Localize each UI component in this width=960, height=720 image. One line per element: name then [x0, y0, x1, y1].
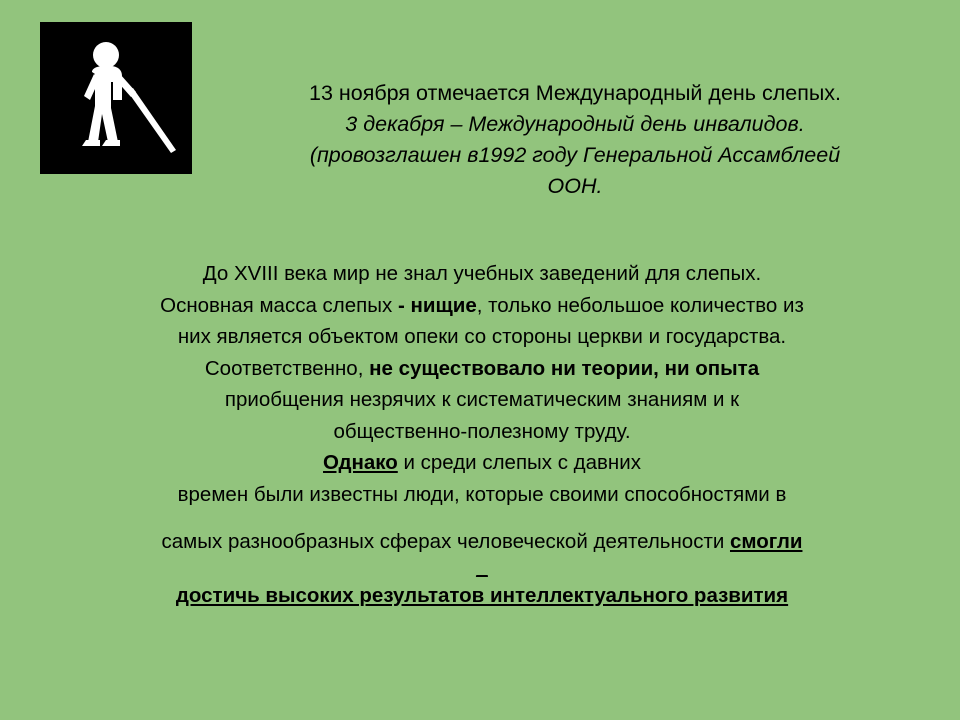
body-line-6: общественно-полезному труду. — [333, 419, 631, 443]
header-line-4: ООН. — [547, 174, 603, 198]
header-section — [0, 0, 960, 230]
body-line-4-emphasis: не существовало ни теории, ни опыта — [369, 356, 760, 380]
header-line-1: 13 ноября отмечается Международный день слепых. — [308, 81, 842, 105]
header-line-3: (провозглашен в1992 году Генеральной Ассамблеей — [309, 143, 841, 167]
body-line-10: достичь высоких результатов интеллектуального развития — [175, 583, 789, 607]
body-paragraph — [58, 258, 906, 611]
body-line-9-part-a: самых разнообразных сферах человеческой деятельности — [161, 530, 730, 553]
body-dash-mark: _ — [476, 554, 488, 578]
body-line-9-emphasis: смогли — [729, 530, 803, 553]
body-line-3: них является объектом опеки со стороны церкви и государства. — [177, 325, 787, 348]
body-line-2-part-a: Основная масса слепых — [160, 293, 398, 317]
body-line-2-emphasis: - нищие — [397, 293, 477, 317]
body-line-7-emphasis: Однако — [323, 451, 398, 474]
header-line-2: 3 декабря – Международный день инвалидов. — [345, 112, 805, 136]
blind-person-with-cane-icon — [40, 22, 192, 174]
paragraph-spacer — [58, 510, 906, 526]
body-line-7 — [58, 447, 906, 479]
header-title — [210, 78, 940, 202]
body-line-8: времен были известны люди, которые своими способностями в — [177, 482, 787, 506]
body-line-9 — [58, 526, 906, 558]
body-line-4 — [58, 353, 906, 385]
body-line-4-part-a: Соответственно, — [204, 356, 370, 380]
body-line-2-part-c: , только небольшое количество из — [476, 293, 804, 317]
body-line-1: До XVIII века мир не знал учебных заведений для слепых. — [202, 262, 762, 285]
body-line-5: приобщения незрячих к систематическим знаниям и к — [224, 388, 740, 411]
body-line-2 — [58, 290, 906, 322]
body-line-7-part-b: и среди слепых с давних — [397, 451, 641, 474]
